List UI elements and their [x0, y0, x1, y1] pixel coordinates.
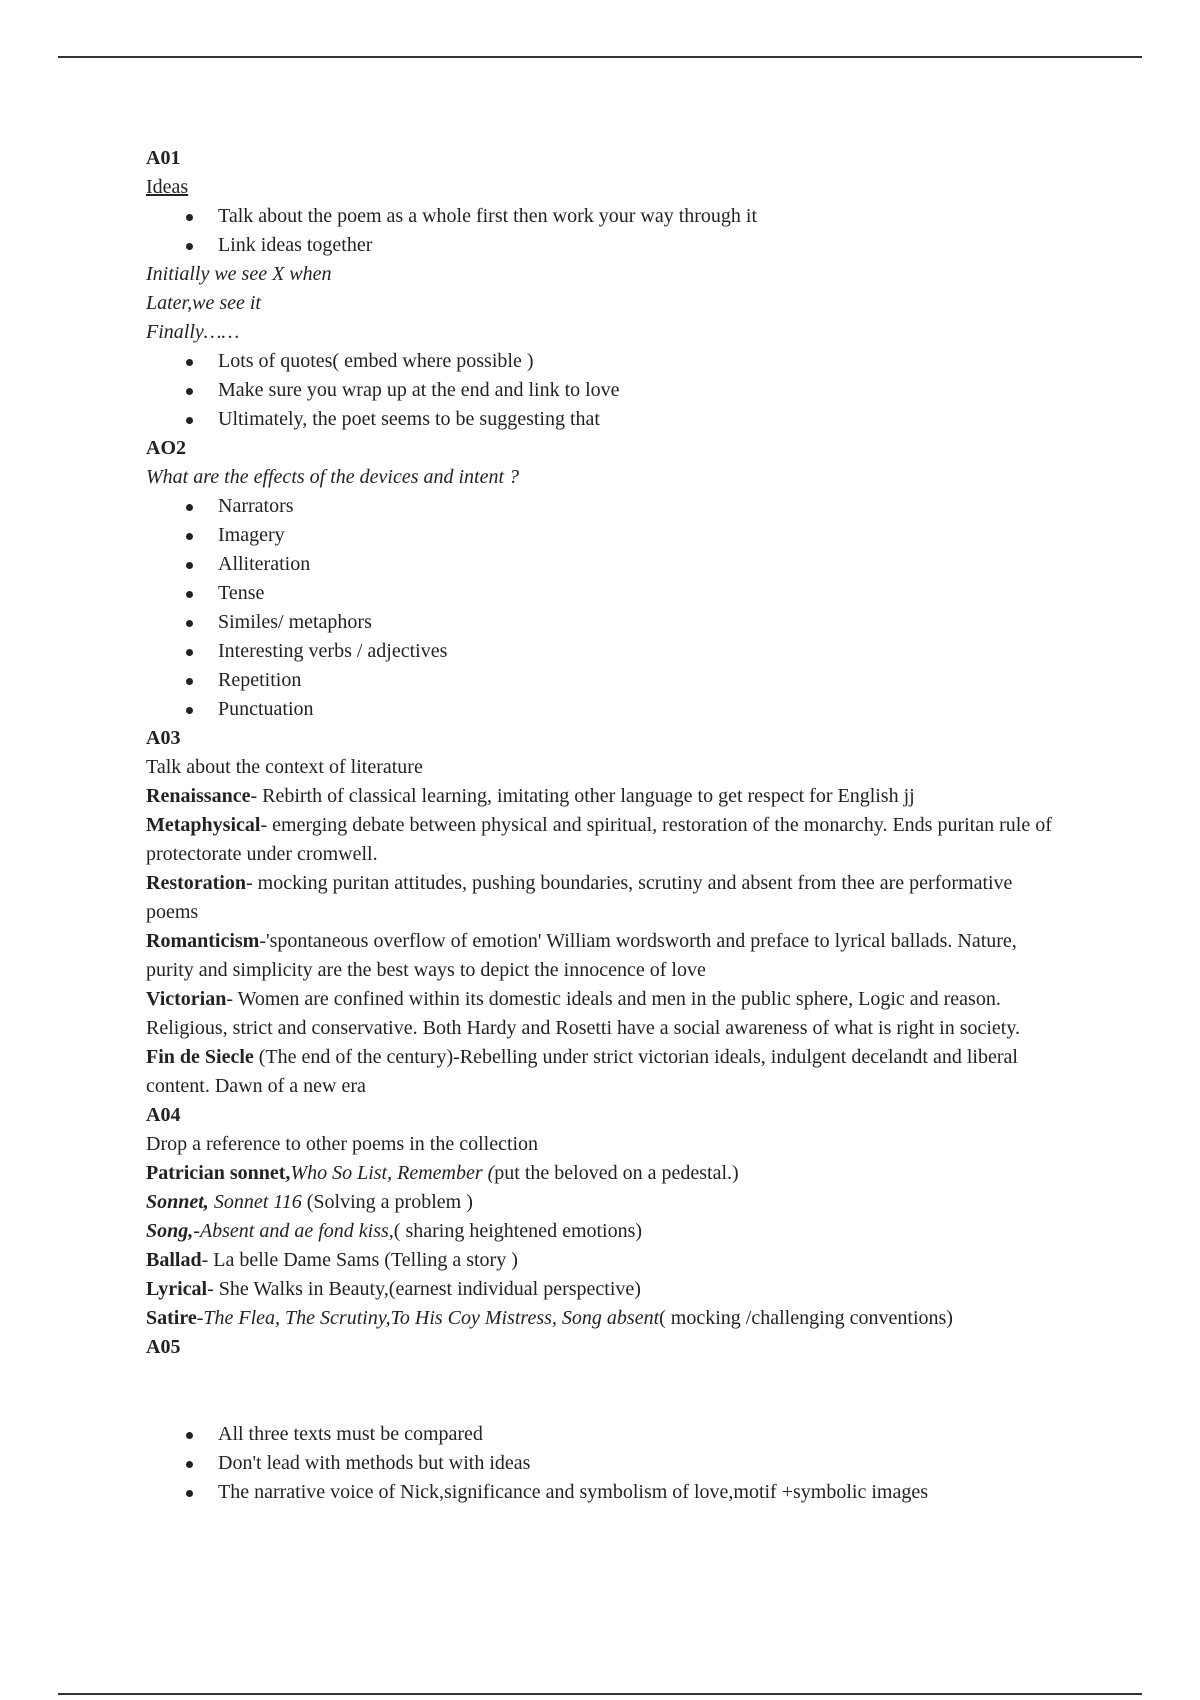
list-item: The narrative voice of Nick,significance and symbolism of love,motif +symbolic images [146, 1478, 1066, 1507]
form-sonnet [146, 1188, 1066, 1217]
period-text: - emerging debate between physical and spiritual, restoration of the monarchy. Ends puritan rule of protectorate under cromwell. [146, 814, 1052, 865]
form-satire [146, 1304, 1066, 1333]
ao2-question: What are the effects of the devices and intent ? [146, 466, 520, 488]
form-song [146, 1217, 1066, 1246]
list-item: Punctuation [146, 695, 1066, 724]
document-body [146, 144, 1066, 1507]
list-item: Lots of quotes( embed where possible ) [146, 347, 1066, 376]
form-patrician-sonnet [146, 1159, 1066, 1188]
list-item: Link ideas together [146, 231, 1066, 260]
list-item: All three texts must be compared [146, 1420, 1066, 1449]
period-fin-de-siecle [146, 1043, 1066, 1101]
list-item: Narrators [146, 492, 1066, 521]
a03-intro: Talk about the context of literature [146, 756, 423, 778]
period-term: Romanticism [146, 930, 260, 952]
list-item: Interesting verbs / adjectives [146, 637, 1066, 666]
section-heading-a04: A04 [146, 1104, 181, 1126]
list-item: Tense [146, 579, 1066, 608]
list-item: Repetition [146, 666, 1066, 695]
period-text: - Women are confined within its domestic ideals and men in the public sphere, Logic and reason. Religious, strict and conservative. Both Hardy and Rosetti have a social awareness of what is right in society. [146, 988, 1021, 1039]
list-item: Make sure you wrap up at the end and link to love [146, 376, 1066, 405]
form-note: - La belle Dame Sams (Telling a story ) [201, 1249, 518, 1271]
form-works: -Absent and ae fond kiss, [193, 1220, 394, 1242]
ao2-device-list [146, 492, 1066, 724]
form-works: Sonnet 116 [208, 1191, 302, 1213]
list-item: Imagery [146, 521, 1066, 550]
list-item: Ultimately, the poet seems to be suggesting that [146, 405, 1066, 434]
subheading-ideas: Ideas [146, 176, 189, 198]
bottom-rule [58, 1693, 1142, 1695]
example-line: Finally…… [146, 321, 240, 343]
form-label: Song, [146, 1220, 194, 1242]
a01-bullet-list-2 [146, 347, 1066, 434]
period-term: Renaissance [146, 785, 251, 807]
period-romanticism [146, 927, 1066, 985]
top-rule [58, 56, 1142, 58]
form-works: -The Flea, The Scrutiny,To His Coy Mistress, Song absent [196, 1307, 660, 1329]
period-metaphysical [146, 811, 1066, 869]
period-restoration [146, 869, 1066, 927]
form-works: Who So List, Remember ( [290, 1162, 495, 1184]
form-note: (Solving a problem ) [301, 1191, 473, 1213]
period-term: Fin de Siecle [146, 1046, 254, 1068]
form-note: - She Walks in Beauty,(earnest individual perspective) [207, 1278, 641, 1300]
example-line: Initially we see X when [146, 263, 332, 285]
a01-bullet-list-1 [146, 202, 1066, 260]
period-text: (The end of the century)-Rebelling under strict victorian ideals, indulgent decelandt and liberal content. Dawn of a new era [146, 1046, 1018, 1097]
period-text: - Rebirth of classical learning, imitating other language to get respect for English jj [250, 785, 915, 807]
list-item: Alliteration [146, 550, 1066, 579]
period-text: -'spontaneous overflow of emotion' William wordsworth and preface to lyrical ballads. Nature, purity and simplicity are the best ways to depict the innocence of love [146, 930, 1017, 981]
period-victorian [146, 985, 1066, 1043]
form-ballad [146, 1246, 1066, 1275]
form-note: ( mocking /challenging conventions) [659, 1307, 953, 1329]
period-term: Victorian [146, 988, 227, 1010]
form-label: Patrician sonnet, [146, 1162, 291, 1184]
section-heading-a01: A01 [146, 147, 181, 169]
form-lyrical [146, 1275, 1066, 1304]
period-term: Restoration [146, 872, 246, 894]
list-item: Talk about the poem as a whole first then work your way through it [146, 202, 1066, 231]
spacer [146, 1362, 1066, 1420]
a05-bullet-list [146, 1420, 1066, 1507]
a04-intro: Drop a reference to other poems in the collection [146, 1133, 539, 1155]
period-text: - mocking puritan attitudes, pushing boundaries, scrutiny and absent from thee are performative poems [146, 872, 1013, 923]
section-heading-a05: A05 [146, 1336, 181, 1358]
section-heading-ao2: AO2 [146, 437, 186, 459]
form-note: put the beloved on a pedestal.) [494, 1162, 739, 1184]
section-heading-a03: A03 [146, 727, 181, 749]
form-label: Sonnet, [146, 1191, 209, 1213]
form-label: Satire [146, 1307, 197, 1329]
period-term: Metaphysical [146, 814, 261, 836]
period-renaissance [146, 782, 1066, 811]
form-label: Lyrical [146, 1278, 208, 1300]
list-item: Similes/ metaphors [146, 608, 1066, 637]
list-item: Don't lead with methods but with ideas [146, 1449, 1066, 1478]
example-line: Later,we see it [146, 292, 261, 314]
form-label: Ballad [146, 1249, 202, 1271]
form-note: ( sharing heightened emotions) [393, 1220, 643, 1242]
